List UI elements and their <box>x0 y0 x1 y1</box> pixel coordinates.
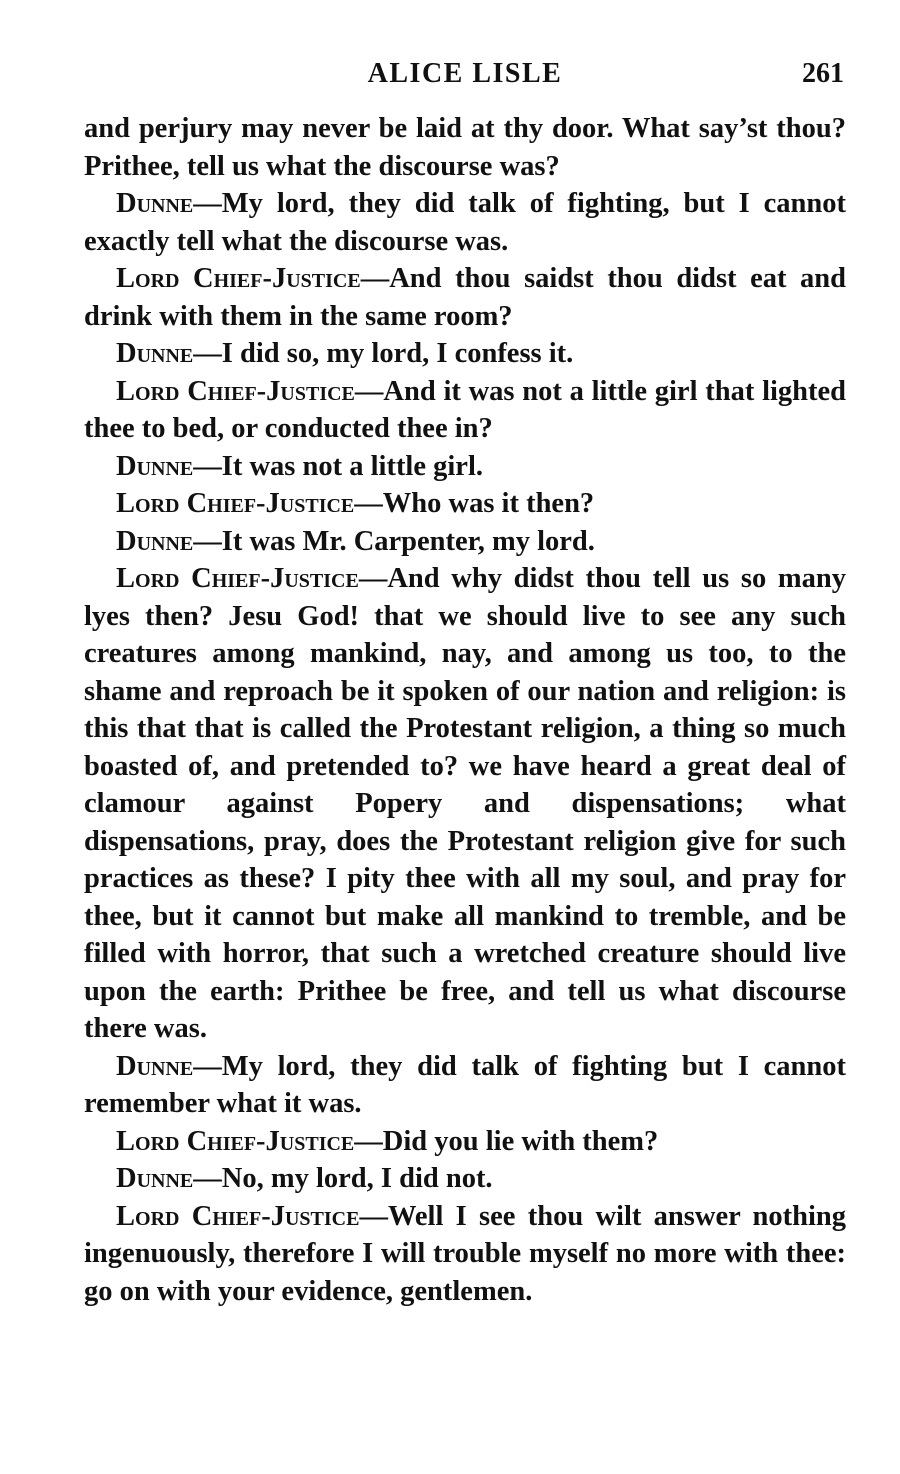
paragraph-text: —And it was not a little girl that lighted thee to bed, or conducted thee in? <box>84 375 846 444</box>
paragraph-text: —My lord, they did talk of fighting but I cannot remember what it was. <box>84 1050 846 1119</box>
paragraph <box>84 485 846 523</box>
speaker-name: Dunne <box>116 338 194 369</box>
page-number: 261 <box>802 58 844 89</box>
speaker-name: Dunne <box>116 1163 194 1194</box>
paragraph-text: and perjury may never be laid at thy door. What say’st thou? Prithee, tell us what the discourse was? <box>84 113 846 182</box>
paragraph <box>84 1198 846 1311</box>
paragraph <box>84 373 846 448</box>
speaker-name: Dunne <box>116 1050 194 1082</box>
running-title: ALICE LISLE <box>367 58 563 89</box>
speaker-name: Lord Chief-Justice <box>116 1125 355 1157</box>
paragraph-text: —No, my lord, I did not. <box>193 1163 493 1194</box>
speaker-name: Dunne <box>116 188 194 219</box>
paragraph <box>84 1160 846 1198</box>
book-page <box>84 58 846 1310</box>
paragraph <box>84 110 846 185</box>
page-header <box>84 58 846 98</box>
speaker-name: Lord Chief-Justice <box>116 488 355 519</box>
speaker-name: Dunne <box>116 450 194 482</box>
paragraph-text: —My lord, they did talk of fighting, but I cannot exactly tell what the discourse was. <box>84 188 846 257</box>
paragraph <box>84 335 846 373</box>
paragraph-text: —And why didst thou tell us so many lyes then? Jesu God! that we should live to see any such creatures among mankind, nay, and among us too, to the shame and reproach be it spoken of our nation and religion: is this that that is called the Protestant religion, a thing so much boasted of, and pretended to? we have heard a great deal of clamour against Popery and dispensations; what dispensations, pray, does the Protestant religion give for such practices as these? I pity thee with all my soul, and pray for thee, but it cannot but make all mankind to tremble, and be filled with horror, that such a wretched creature should live upon the earth: Prithee be free, and tell us what discourse there was. <box>84 563 846 1044</box>
paragraph <box>84 523 846 561</box>
paragraph <box>84 560 846 1048</box>
paragraph-text: —It was not a little girl. <box>193 450 483 482</box>
speaker-name: Dunne <box>116 525 194 557</box>
paragraph-text: —Who was it then? <box>354 488 595 519</box>
speaker-name: Lord Chief-Justice <box>116 263 361 294</box>
paragraph-text: —Well I see thou wilt answer nothing ingenuously, therefore I will trouble myself no more with thee: go on with your evidence, gentlemen. <box>84 1200 846 1307</box>
paragraph <box>84 1048 846 1123</box>
paragraph <box>84 1123 846 1161</box>
speaker-name: Lord Chief-Justice <box>116 563 359 594</box>
paragraph-text: —Did you lie with them? <box>354 1125 659 1157</box>
paragraph <box>84 448 846 486</box>
body-text <box>84 110 846 1310</box>
speaker-name: Lord Chief-Justice <box>116 1200 360 1232</box>
paragraph-text: —It was Mr. Carpenter, my lord. <box>193 525 595 557</box>
paragraph <box>84 260 846 335</box>
speaker-name: Lord Chief-Justice <box>116 375 355 407</box>
paragraph <box>84 185 846 260</box>
paragraph-text: —I did so, my lord, I confess it. <box>193 338 574 369</box>
paragraph-text: —And thou saidst thou didst eat and drink with them in the same room? <box>84 263 846 332</box>
